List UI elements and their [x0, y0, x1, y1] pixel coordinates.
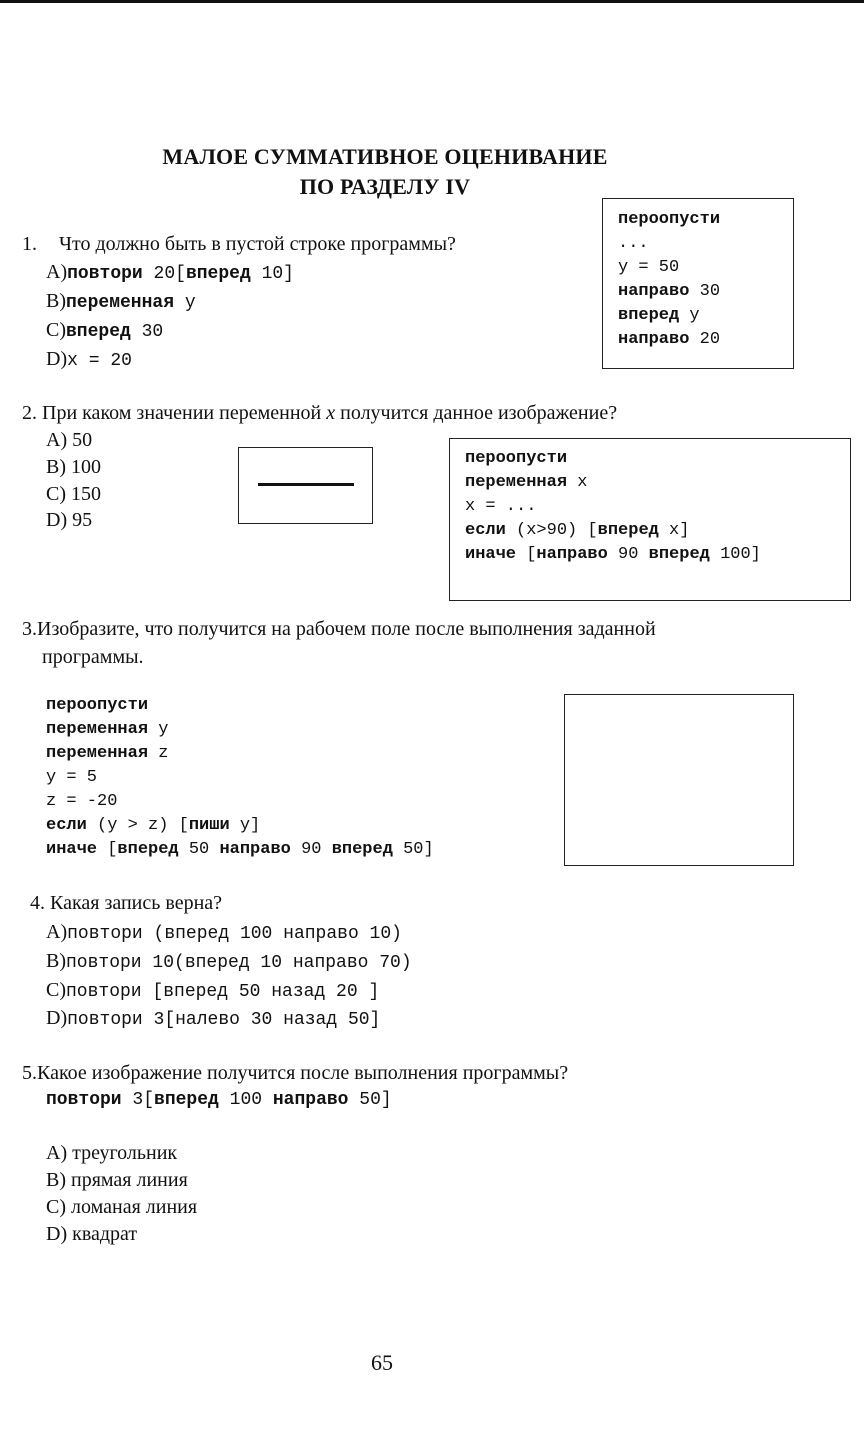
q2-code: пероопусти переменная x x = ... если (x>90) [вперед x] иначе [направо 90 вперед 100]: [465, 449, 761, 564]
question-3: 3.Изобразите, что получится на рабочем поле после выполнения заданной: [22, 618, 656, 640]
q2-option-b: B) 100: [46, 456, 101, 478]
q4-option-d: D)повтори 3[налево 30 назад 50]: [46, 1007, 381, 1030]
page-title-line-2: ПО РАЗДЕЛУ IV: [299, 174, 471, 199]
q2-drawn-line: [258, 483, 354, 486]
page-title-line-1: МАЛОЕ СУММАТИВНОЕ ОЦЕНИВАНИЕ: [162, 144, 608, 169]
question-text: Что должно быть в пустой строке программы?: [59, 233, 456, 255]
q1-code: пероопусти ... y = 50 направо 30 вперед y направо 20: [618, 210, 721, 349]
q3-code: пероопусти переменная y переменная z y = 5 z = -20 если (y > z) [пиши y] иначе [вперед 50 направо 90 вперед 50]: [46, 696, 434, 859]
q2-option-c: C) 150: [46, 483, 101, 505]
question-number: 2.: [22, 402, 37, 424]
question-number: 3.: [22, 618, 37, 640]
q4-option-c: C)повтори [вперед 50 назад 20 ]: [46, 979, 380, 1002]
page-number: 65: [371, 1350, 393, 1375]
question-5: 5.Какое изображение получится после выполнения программы?: [22, 1062, 569, 1084]
q1-option-c: C)вперед 30: [46, 319, 164, 342]
q1-option-d: D)x = 20: [46, 348, 132, 371]
q2-option-d: D) 95: [46, 509, 93, 531]
question-2: 2. При каком значении переменной x получится данное изображение?: [22, 402, 618, 424]
question-number: 1.: [22, 233, 37, 255]
top-border-line: [0, 0, 864, 3]
q1-option-a: A)повтори 20[вперед 10]: [46, 261, 294, 284]
question-3-line-2: программы.: [42, 646, 144, 668]
q3-answer-box: [564, 694, 794, 866]
q1-option-b: B)переменная y: [46, 290, 196, 313]
q5-option-b: B) прямая линия: [46, 1169, 188, 1191]
q5-code: повтори 3[вперед 100 направо 50]: [46, 1090, 392, 1110]
question-number: 5.: [22, 1062, 37, 1084]
q5-option-a: A) треугольник: [46, 1142, 178, 1164]
q4-option-a: A)повтори (вперед 100 направо 10): [46, 921, 402, 944]
q5-option-c: C) ломаная линия: [46, 1196, 198, 1218]
question-1: [22, 232, 456, 256]
q4-option-b: B)повтори 10(вперед 10 направо 70): [46, 950, 412, 973]
q5-option-d: D) квадрат: [46, 1223, 138, 1245]
question-number: 4.: [30, 892, 45, 914]
q2-option-a: A) 50: [46, 429, 93, 451]
question-4: 4. Какая запись верна?: [30, 892, 223, 914]
